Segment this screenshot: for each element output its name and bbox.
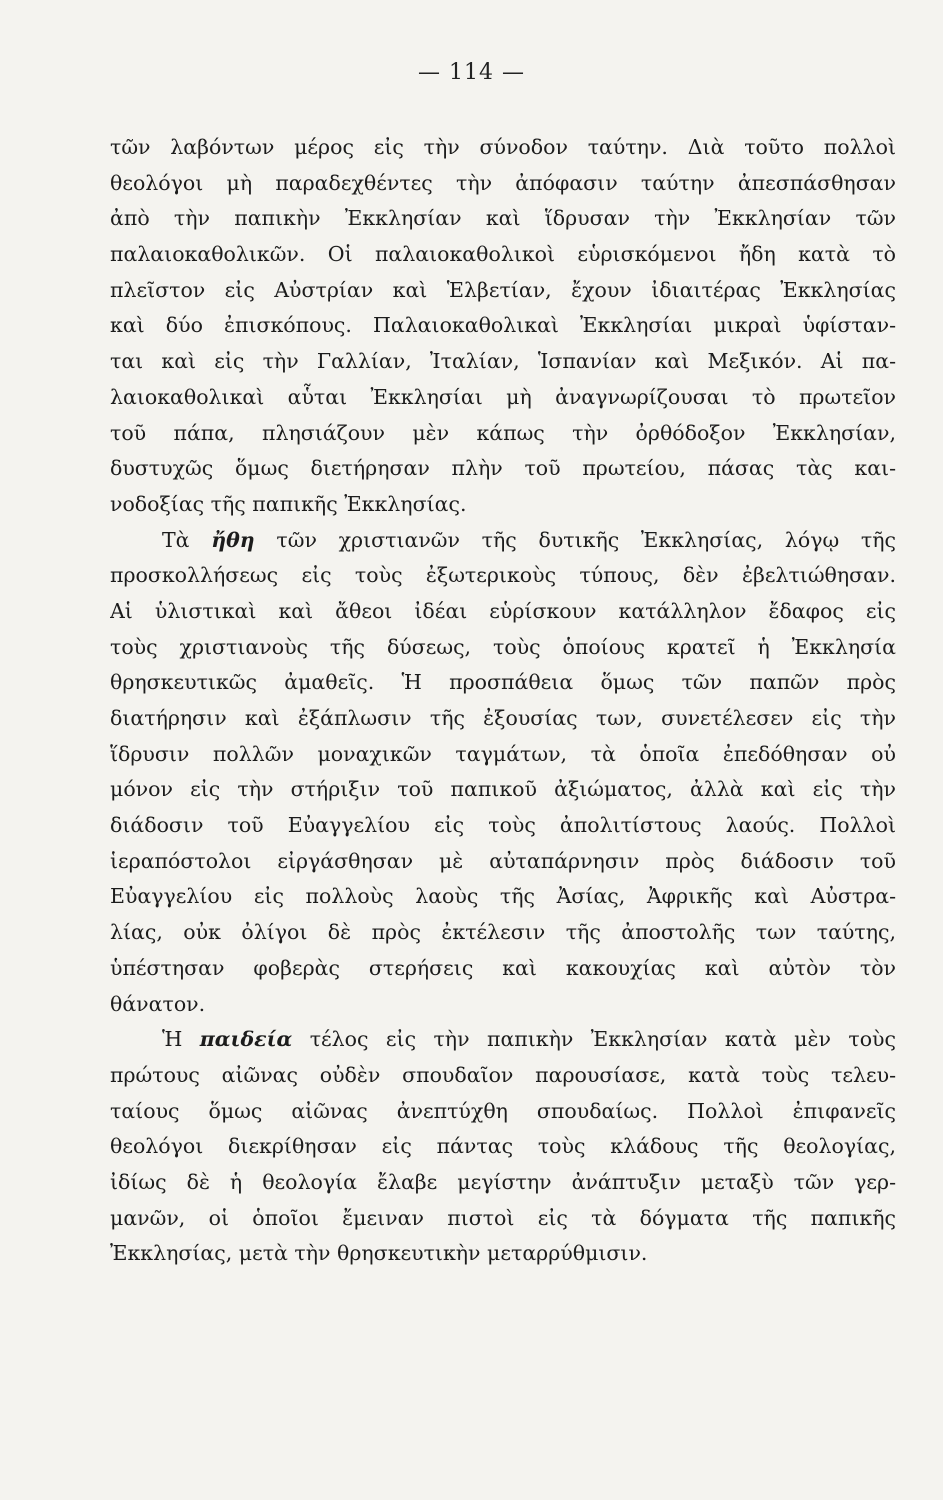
text-line: νοδοξίας τῆς παπικῆς Ἐκκλησίας. <box>110 491 467 516</box>
text-run: Τὰ <box>162 527 212 552</box>
text-line: πρώτους αἰῶνας οὐδὲν σπουδαῖον παρουσίασε, κατὰ τοὺς τελευ- <box>110 1062 896 1087</box>
text-line: πλεῖστον εἰς Αὐστρίαν καὶ Ἑλβετίαν, ἔχουν ἰδιαιτέρας Ἐκκλησίας <box>110 277 896 302</box>
text-line: Ἐκκλησίας, μετὰ τὴν θρησκευτικὴν μεταρρύθμισιν. <box>110 1241 648 1266</box>
text-line: καὶ δύο ἐπισκόπους. Παλαιοκαθολικαὶ Ἐκκλησίαι μικραὶ ὑφίσταν- <box>110 313 896 338</box>
text-line: λαιοκαθολικαὶ αὗται Ἐκκλησίαι μὴ ἀναγνωρίζουσαι τὸ πρωτεῖον <box>110 384 896 409</box>
text-line: ἱεραπόστολοι εἰργάσθησαν μὲ αὐταπάρνησιν πρὸς διάδοσιν τοῦ <box>110 848 896 873</box>
text-line: προσκολλήσεως εἰς τοὺς ἐξωτερικοὺς τύπους, δὲν ἐβελτιώθησαν. <box>110 563 896 588</box>
text-line: λίας, οὐκ ὀλίγοι δὲ πρὸς ἐκτέλεσιν τῆς ἀποστολῆς των ταύτης, <box>110 920 896 945</box>
text-line: ταίους ὅμως αἰῶνας ἀνεπτύχθη σπουδαίως. Πολλοὶ ἐπιφανεῖς <box>110 1098 896 1123</box>
text-line: τῶν λαβόντων μέρος εἰς τὴν σύνοδον ταύτην. Διὰ τοῦτο πολλοὶ <box>110 135 896 159</box>
text-line-first <box>110 523 896 559</box>
text-run: τέλος εἰς τὴν παπικὴν Ἐκκλησίαν κατὰ μὲν τοὺς <box>292 1027 896 1052</box>
text-line: Εὐαγγελίου εἰς πολλοὺς λαοὺς τῆς Ἀσίας, Ἀφρικῆς καὶ Αὐστρα- <box>110 884 896 909</box>
paragraph-old-catholics <box>110 130 896 523</box>
text-line: θρησκευτικῶς ἀμαθεῖς. Ἡ προσπάθεια ὅμως τῶν παπῶν πρὸς <box>110 670 896 695</box>
text-line: ται καὶ εἰς τὴν Γαλλίαν, Ἰταλίαν, Ἱσπανίαν καὶ Μεξικόν. Αἱ πα- <box>110 349 896 374</box>
text-line: μόνον εἰς τὴν στήριξιν τοῦ παπικοῦ ἀξιώματος, ἀλλὰ καὶ εἰς τὴν <box>110 777 896 802</box>
text-line: θεολόγοι διεκρίθησαν εἰς πάντας τοὺς κλάδους τῆς θεολογίας, <box>110 1134 896 1159</box>
text-line: ὑπέστησαν φοβερὰς στερήσεις καὶ κακουχίας καὶ αὐτὸν τὸν <box>110 955 896 980</box>
text-line: τοὺς χριστιανοὺς τῆς δύσεως, τοὺς ὁποίους κρατεῖ ἡ Ἐκκλησία <box>110 634 896 659</box>
text-line-first <box>110 1022 896 1058</box>
text-line: διατήρησιν καὶ ἐξάπλωσιν τῆς ἐξουσίας των, συνετέλεσεν εἰς τὴν <box>110 706 896 730</box>
emphasized-term: ἤθη <box>211 527 255 552</box>
text-line: θεολόγοι μὴ παραδεχθέντες τὴν ἀπόφασιν ταύτην ἀπεσπάσθησαν <box>110 170 896 195</box>
text-line: παλαιοκαθολικῶν. Οἱ παλαιοκαθολικοὶ εὑρισκόμενοι ἤδη κατὰ τὸ <box>110 242 896 267</box>
text-run: τῶν χριστιανῶν τῆς δυτικῆς Ἐκκλησίας, λόγῳ τῆς <box>254 527 896 552</box>
body-text <box>110 130 896 1272</box>
text-line: θάνατον. <box>110 991 206 1016</box>
text-line: ἰδίως δὲ ἡ θεολογία ἔλαβε μεγίστην ἀνάπτυξιν μεταξὺ τῶν γερ- <box>110 1169 896 1194</box>
paragraph-education <box>110 1022 896 1272</box>
text-line: ἵδρυσιν πολλῶν μοναχικῶν ταγμάτων, τὰ ὁποῖα ἐπεδόθησαν οὐ <box>110 741 896 766</box>
page-number: — 114 — <box>418 60 525 85</box>
text-line: τοῦ πάπα, πλησιάζουν μὲν κάπως τὴν ὀρθόδοξον Ἐκκλησίαν, <box>110 420 896 445</box>
emphasized-term: παιδεία <box>199 1027 293 1052</box>
text-line: μανῶν, οἱ ὁποῖοι ἔμειναν πιστοὶ εἰς τὰ δόγματα τῆς παπικῆς <box>110 1205 896 1230</box>
text-run: Ἡ <box>162 1027 200 1052</box>
text-line: διάδοσιν τοῦ Εὐαγγελίου εἰς τοὺς ἀπολιτίστους λαούς. Πολλοὶ <box>110 813 896 838</box>
paragraph-morals <box>110 523 896 1023</box>
text-line: δυστυχῶς ὅμως διετήρησαν πλὴν τοῦ πρωτείου, πάσας τὰς και- <box>110 456 896 481</box>
text-line: ἀπὸ τὴν παπικὴν Ἐκκλησίαν καὶ ἵδρυσαν τὴν Ἐκκλησίαν τῶν <box>110 206 896 231</box>
text-line: Αἱ ὑλιστικαὶ καὶ ἄθεοι ἰδέαι εὑρίσκουν κατάλληλον ἔδαφος εἰς <box>110 598 896 623</box>
